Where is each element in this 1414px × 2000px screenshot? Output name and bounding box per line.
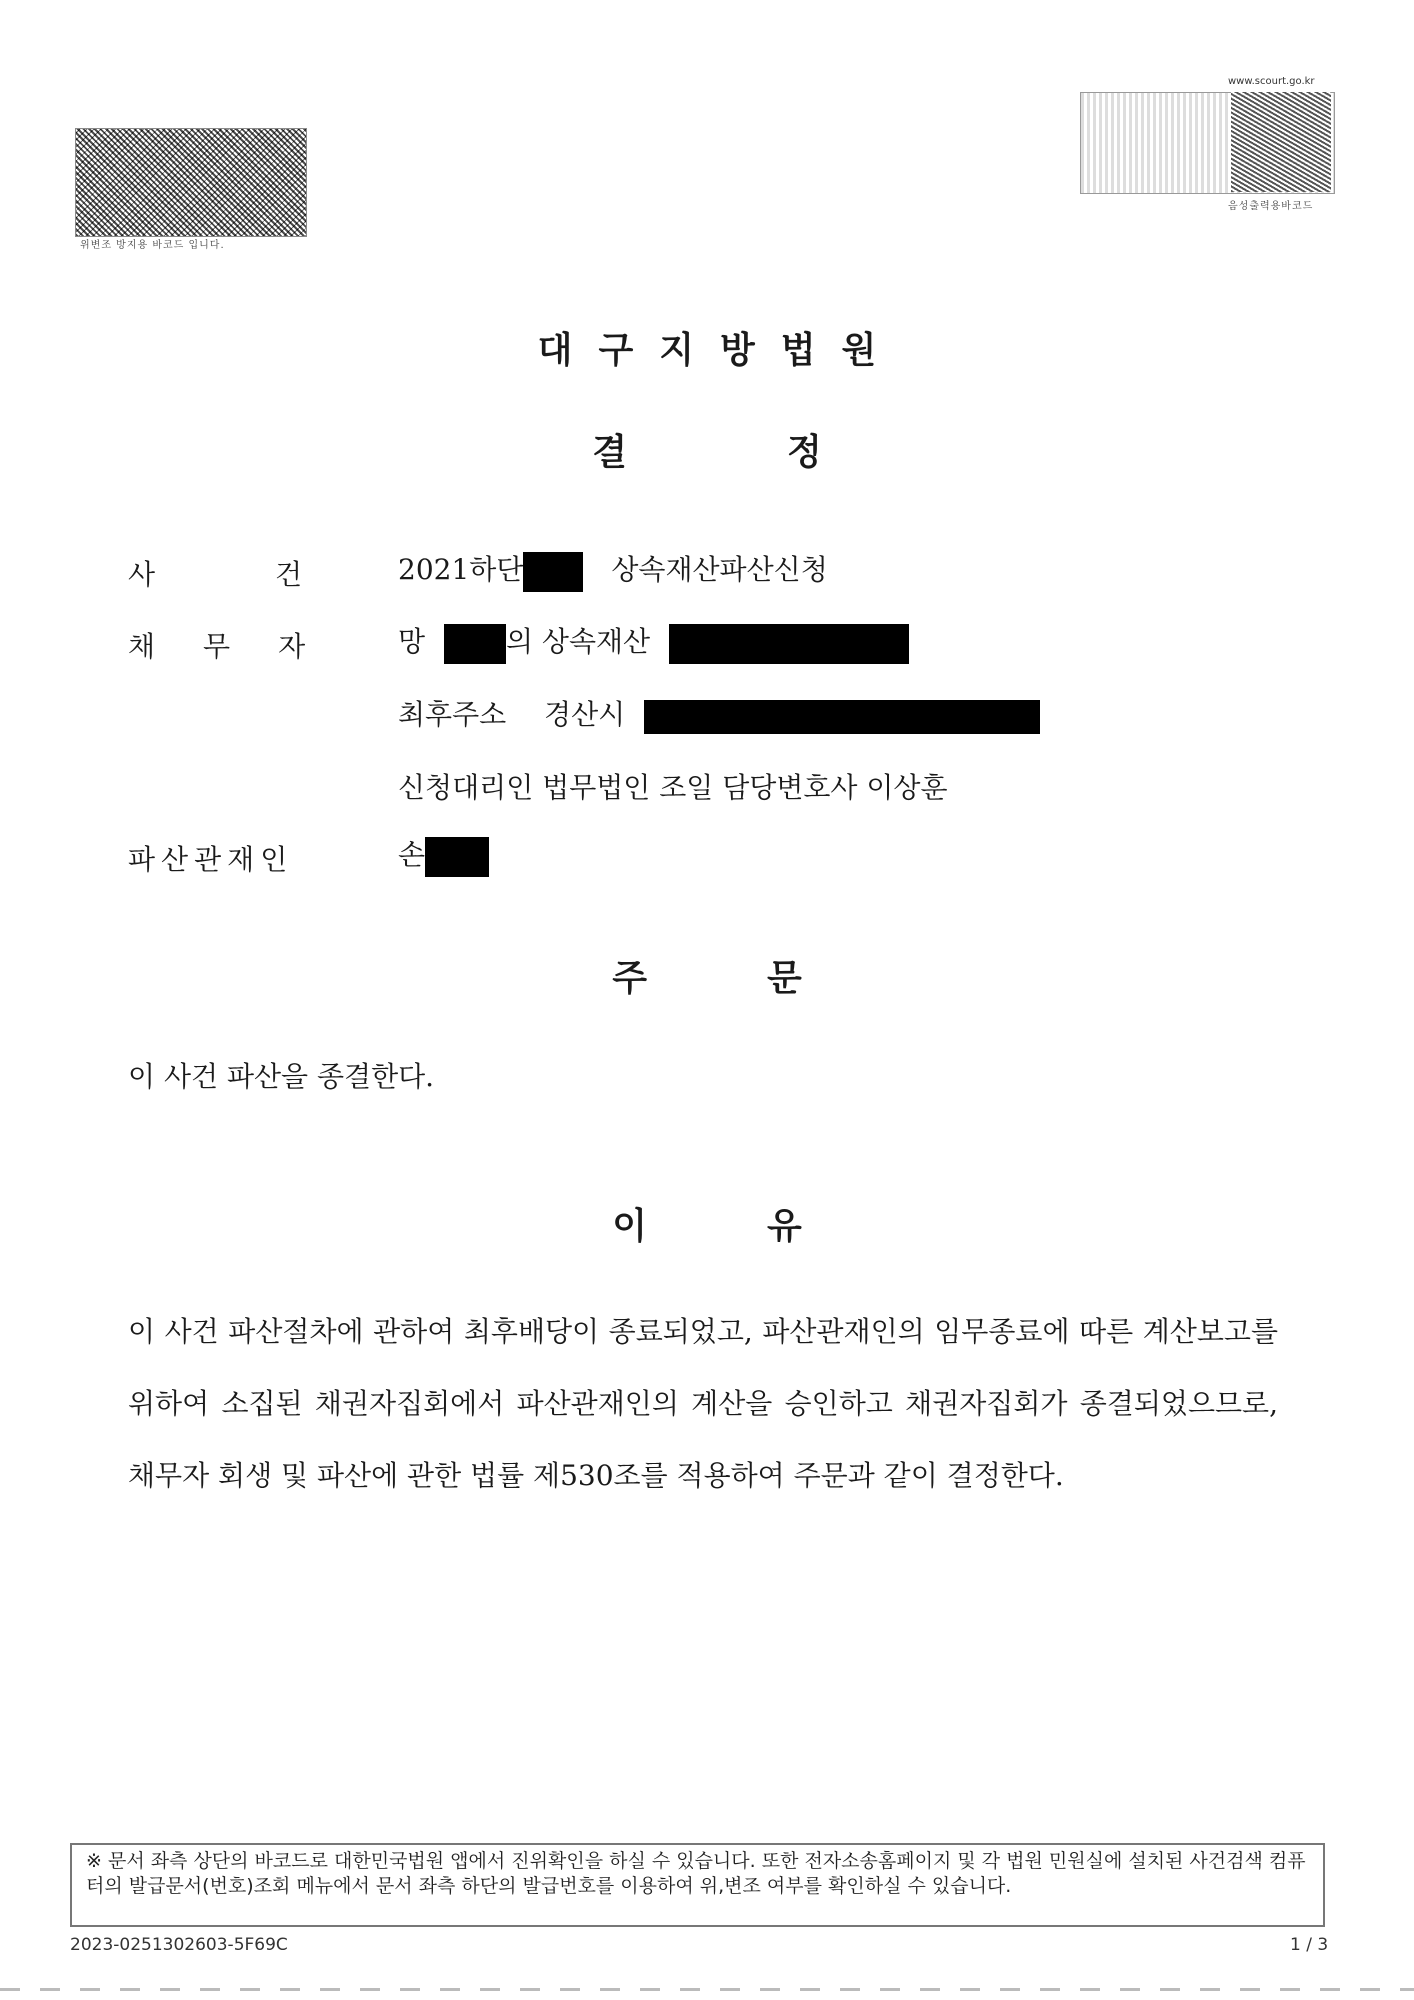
redaction-bar bbox=[444, 624, 506, 664]
agent-line: 신청대리인 법무법인 조일 담당변호사 이상훈 bbox=[398, 771, 948, 804]
voice-output-barcode bbox=[1231, 92, 1331, 192]
trustee-name: 손 bbox=[398, 838, 426, 871]
debtor-label: 채무자 bbox=[128, 630, 354, 663]
case-title: 상속재산파산신청 bbox=[611, 553, 828, 586]
order-text: 이 사건 파산을 종결한다. bbox=[128, 1060, 435, 1093]
trustee-label: 파산관재인 bbox=[128, 843, 294, 876]
scourt-url: www.scourt.go.kr bbox=[1228, 76, 1315, 87]
case-number: 2021하단 bbox=[398, 553, 524, 586]
trustee-value bbox=[398, 833, 489, 877]
court-name: 대구지방법원 bbox=[537, 330, 903, 371]
anti-forgery-barcode bbox=[75, 128, 307, 237]
debtor-value bbox=[398, 620, 909, 664]
scan-edge bbox=[0, 1988, 1414, 1991]
anti-forgery-barcode-caption: 위변조 방지용 바코드 입니다. bbox=[80, 240, 225, 251]
order-title: 주문 bbox=[612, 958, 922, 999]
verification-notice: ※ 문서 좌측 상단의 바코드로 대한민국법원 앱에서 진위확인을 하실 수 있습니다. 또한 전자소송홈페이지 및 각 법원 민원실에 설치된 사건검색 컴퓨터의 발급문서(번호)조회 메뉴에서 문서 좌측 하단의 발급번호를 이용하여 위,변조 여부를 확인하실 수 있습니다. bbox=[70, 1843, 1325, 1927]
voice-output-barcode-caption: 음성출력용바코드 bbox=[1228, 201, 1314, 212]
case-value bbox=[398, 548, 828, 592]
redaction-bar bbox=[425, 837, 489, 877]
address-value bbox=[398, 693, 1040, 734]
issue-number: 2023-0251302603-5F69C bbox=[70, 1935, 288, 1955]
reason-title: 이유 bbox=[612, 1206, 922, 1247]
debtor-suffix: 의 상속재산 bbox=[505, 625, 651, 658]
debtor-prefix: 망 bbox=[398, 625, 426, 658]
redaction-bar bbox=[644, 700, 1040, 734]
address-city: 경산시 bbox=[544, 698, 626, 731]
redaction-bar bbox=[669, 624, 909, 664]
page-number: 1 / 3 bbox=[1290, 1935, 1329, 1955]
redaction-bar bbox=[523, 552, 583, 592]
reason-text: 이 사건 파산절차에 관하여 최후배당이 종료되었고, 파산관재인의 임무종료에 따른 계산보고를 위하여 소집된 채권자집회에서 파산관재인의 계산을 승인하고 채권자집회가 종결되었으므로, 채무자 회생 및 파산에 관한 법률 제530조를 적용하여 주문과 같이 결정한다. bbox=[128, 1315, 1278, 1492]
document-type: 결정 bbox=[592, 432, 982, 473]
address-label: 최후주소 bbox=[398, 698, 507, 731]
case-label: 사건 bbox=[128, 558, 423, 591]
